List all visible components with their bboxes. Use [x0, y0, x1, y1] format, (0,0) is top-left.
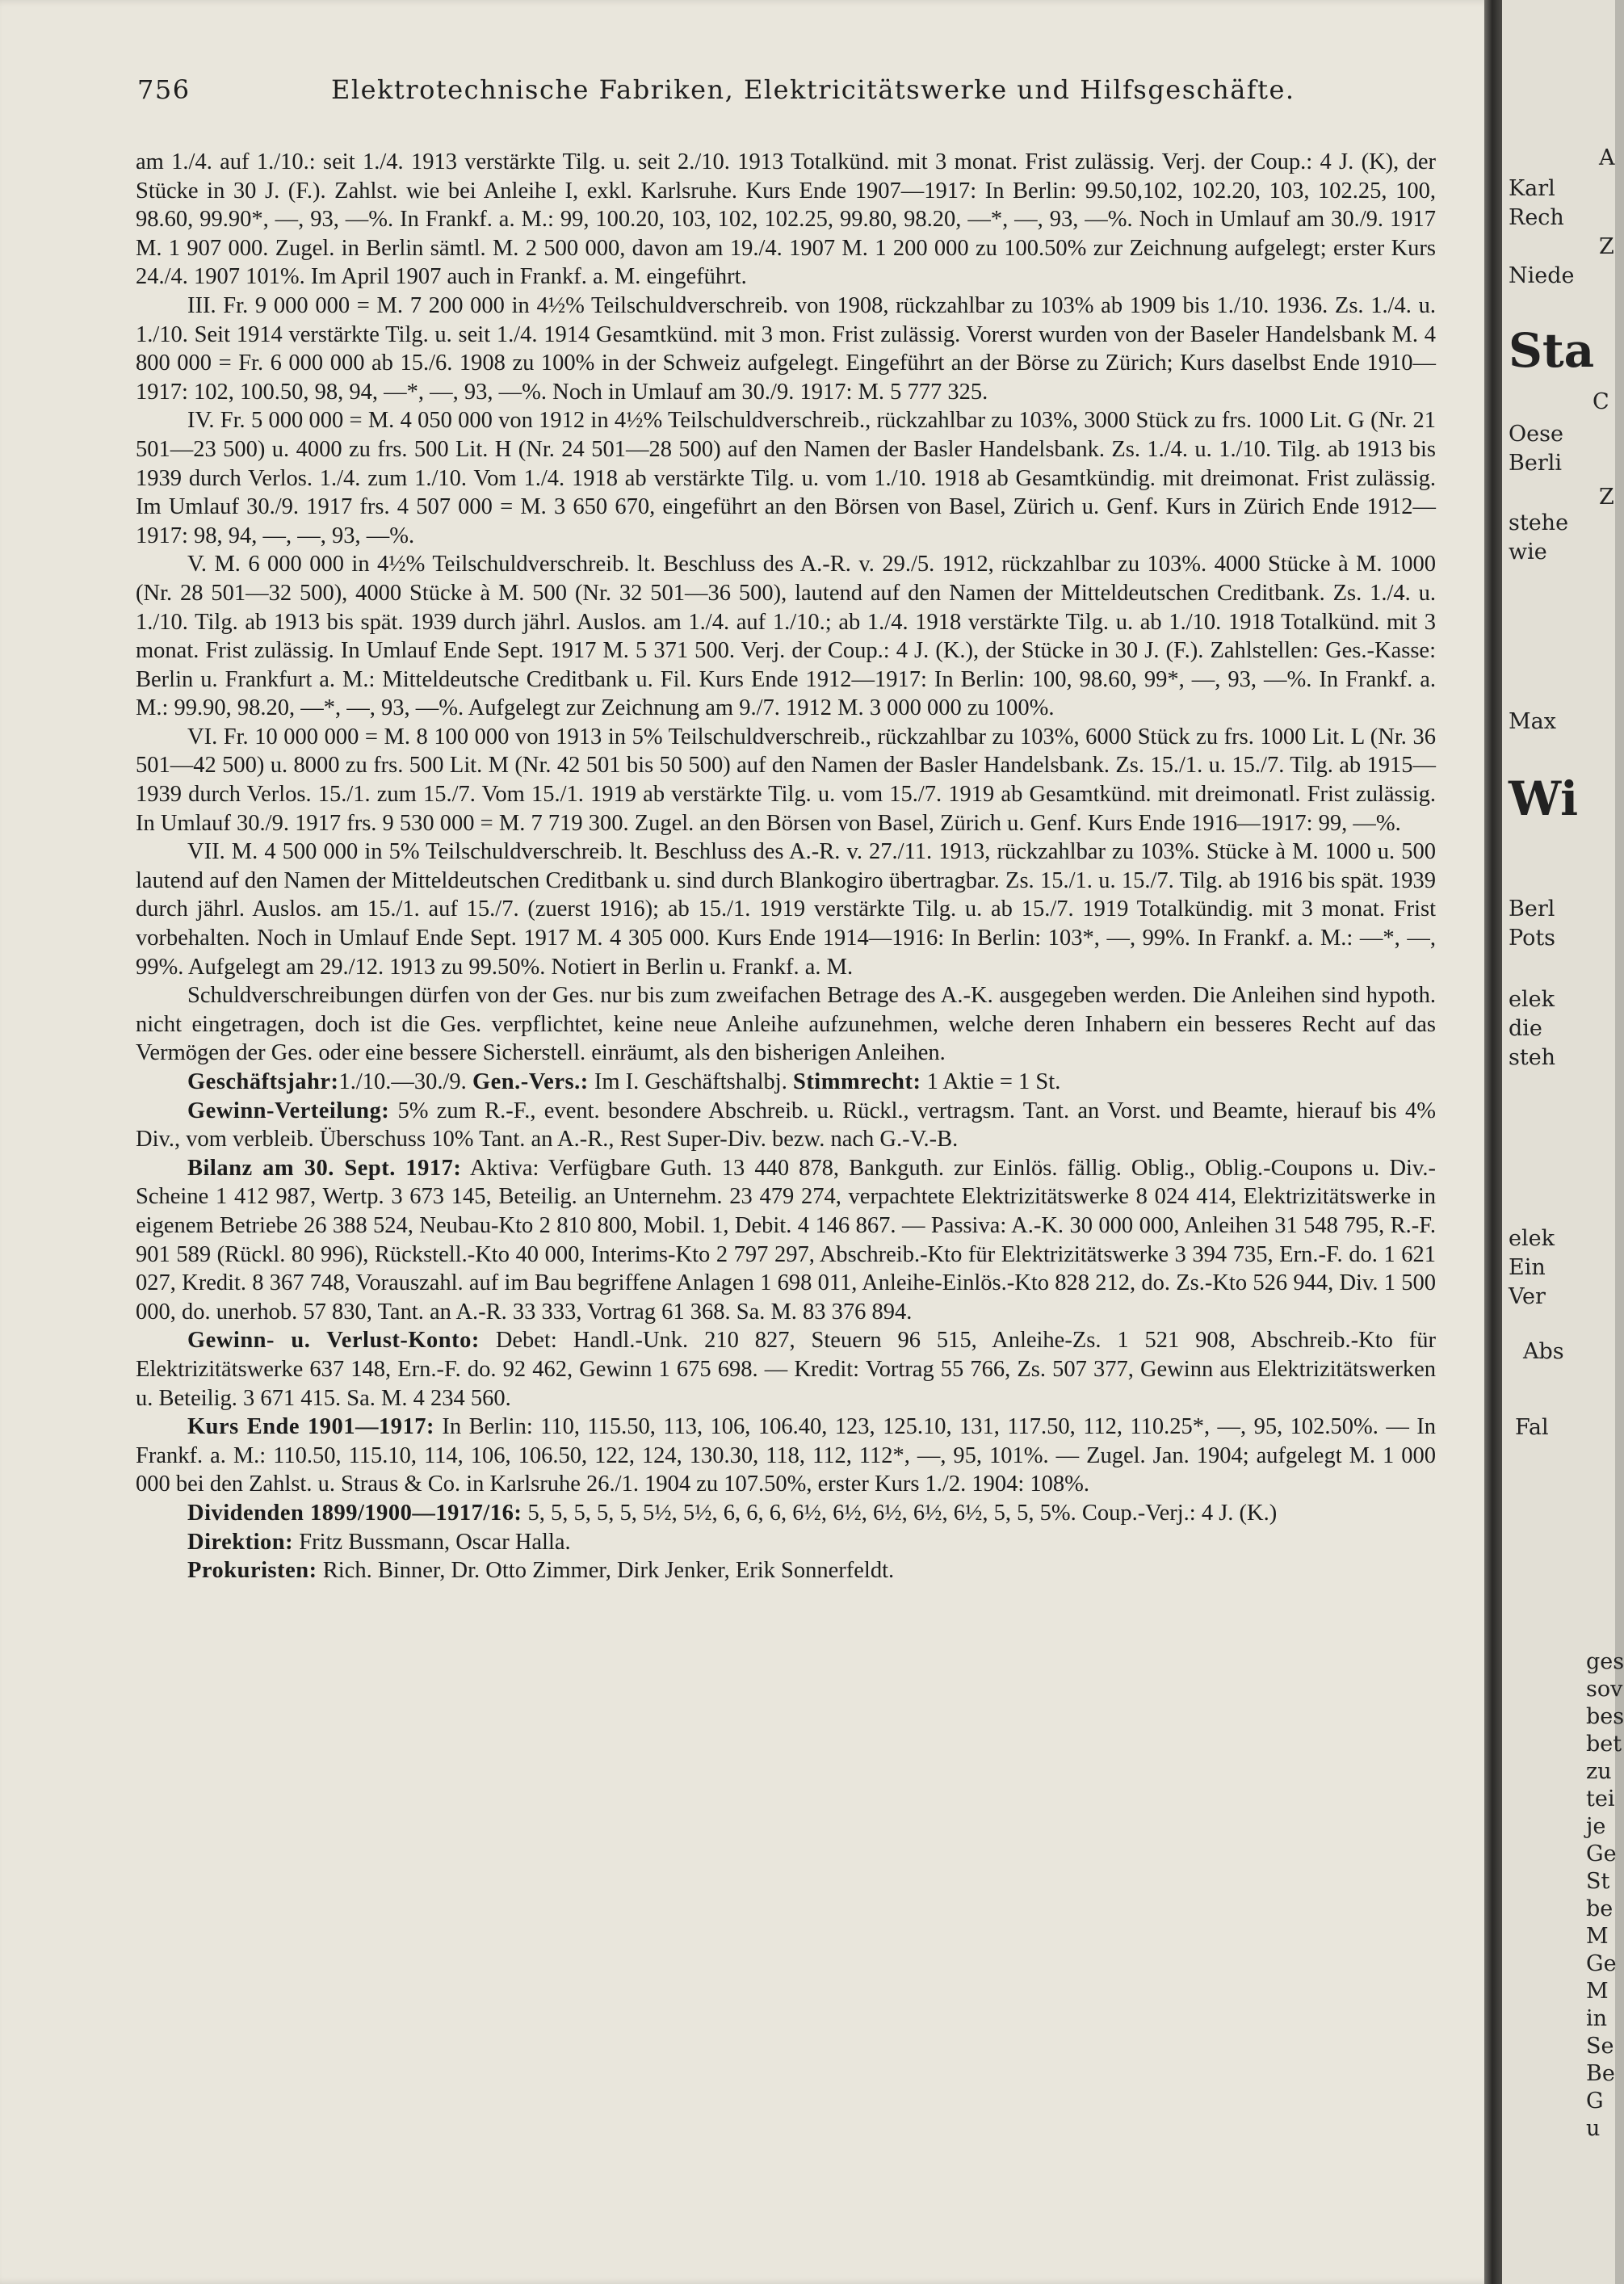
fragment-line: Oese	[1509, 422, 1563, 447]
book-gutter	[1484, 0, 1502, 2284]
fragment-line: Berli	[1509, 451, 1562, 476]
kurs-value: In Berlin: 110, 115.50, 113, 106, 106.40, 123, 125.10, 131, 117.50, 112, 110.25*, —, 95, 102.50%. — In Frankf. a. M.: 110.50, 115.10, 114, 106, 106.50, 122, 124, 130.30, 118, 112, 112*, —, 95, 101%. — Zugel. Jan. 1904; aufgelegt M. 1 000 000 bei den Zahlst. u. Straus & Co. in Karlsruhe 26./1. 1904 zu 107.50%, erster Kurs 1./2. 1904: 108%.	[136, 1414, 1437, 1497]
paragraph-prokuristen	[136, 1556, 1436, 1585]
fragment-line: A	[1599, 145, 1615, 170]
fragment-line: tei	[1586, 1786, 1615, 1812]
fragment-heading: Sta	[1509, 323, 1595, 378]
gewinn-verteilung-label: Gewinn-Verteilung:	[187, 1098, 390, 1123]
stimmrecht-value: 1 Aktie = 1 St.	[926, 1069, 1061, 1094]
fragment-line: wie	[1509, 540, 1547, 565]
kurs-label: Kurs Ende 1901—1917:	[187, 1414, 434, 1440]
fragment-line: Fal	[1515, 1415, 1549, 1440]
paragraph-schuldverschreibungen: Schuldverschreibungen dürfen von der Ges. nur bis zum zweifachen Betrage des A.-K. ausgegeben werden. Die Anleihen sind hypoth. nicht eingetragen, doch ist die Ges. verpflichtet, keine neue Anleihe aufzunehmen, welche deren Inhabern ein besseres Recht auf das Vermögen der Ges. oder eine bessere Sicherstell. einräumt, als den bisherigen Anleihen.	[136, 983, 1436, 1066]
direktion-value: Fritz Bussmann, Oscar Halla.	[299, 1529, 571, 1555]
paragraph-anleihe-ii: am 1./4. auf 1./10.: seit 1./4. 1913 verstärkte Tilg. u. seit 2./10. 1913 Totalkünd. mit 3 monat. Frist zulässig. Verj. der Coup.: 4 J. (K), der Stücke in 30 J. (F.). Zahlst. wie bei Anleihe I, exkl. Karlsruhe. Kurs Ende 1907—1917: In Berlin: 99.50,102, 102.20, 103, 102.25, 100, 98.60, 99.90*, —, 93, —%. In Frankf. a. M.: 99, 100.20, 103, 102, 102.25, 99.80, 98.20, —*, —, 93, —%. Noch in Umlauf am 30./9. 1917 M. 1 907 000. Zugel. in Berlin sämtl. M. 2 500 000, davon am 19./4. 1907 M. 1 200 000 zu 100.50% zur Zeichnung aufgelegt; erster Kurs 24./4. 1907 101%. Im April 1907 auch in Frankf. a. M. eingeführt.	[136, 149, 1436, 290]
gen-vers-value: Im I. Geschäftshalbj.	[594, 1069, 787, 1094]
page-title: Elektrotechnische Fabriken, Elektricitätswerke und Hilfsgeschäfte.	[331, 74, 1295, 105]
bilanz-value: Aktiva: Verfügbare Guth. 13 440 878, Bankguth. zur Einlös. fällig. Oblig., Oblig.-Coupons u. Div.-Scheine 1 412 987, Wertp. 3 673 145, Beteilig. an Unternehm. 23 479 274, verpachtete Elektrizitätswerke 8 024 414, Elektrizitätswerke in eigenem Betriebe 26 388 524, Neubau-Kto 2 810 800, Mobil. 1, Debit. 4 146 867. — Passiva: A.-K. 30 000 000, Anleihen 31 548 795, R.-F. 901 589 (Rückl. 80 996), Rückstell.-Kto 40 000, Interims-Kto 2 797 297, Abschreib.-Kto für Elektrizitätswerke 3 394 735, Ern.-F. do. 1 621 027, Kredit. 8 367 748, Vorauszahl. auf im Bau begriffene Anlagen 1 698 011, Anleihe-Einlös.-Kto 828 212, do. Zs.-Kto 526 944, Div. 1 500 000, do. unerhob. 57 830, Tant. an A.-R. 33 333, Vortrag 61 368. Sa. M. 83 376 894.	[136, 1155, 1436, 1325]
paragraph-direktion	[136, 1528, 1436, 1557]
fragment-line: Be	[1586, 2061, 1615, 2086]
fragment-line: G	[1586, 2089, 1604, 2114]
fragment-line: Niede	[1509, 263, 1575, 288]
fragment-line: Ge	[1586, 1951, 1617, 1976]
paragraph-gewinn-verlust	[136, 1326, 1436, 1413]
geschaeftsjahr-label: Geschäftsjahr:	[187, 1069, 339, 1094]
fragment-line: Abs	[1523, 1339, 1564, 1364]
geschaeftsjahr-value: 1./10.—30./9.	[338, 1069, 467, 1094]
fragment-line: Max	[1509, 709, 1556, 734]
page-number: 756	[137, 74, 191, 105]
gewinn-verlust-value: Debet: Handl.-Unk. 210 827, Steuern 96 515, Anleihe-Zs. 1 521 908, Abschreib.-Kto für Elektrizitätswerke 637 148, Ern.-F. do. 92 462, Gewinn 1 675 698. — Kredit: Vortrag 55 766, Zs. 507 377, Gewinn aus Elektrizitätswerken u. Beteilig. 3 671 415. Sa. M. 4 234 560.	[136, 1328, 1437, 1411]
paragraph-bilanz	[136, 1154, 1436, 1327]
adjacent-page-fragment	[1502, 0, 1624, 2284]
fragment-line: Pots	[1509, 926, 1556, 951]
fragment-line: Se	[1586, 2034, 1614, 2059]
fragment-line: bes	[1586, 1704, 1624, 1729]
stimmrecht-label: Stimmrecht:	[792, 1069, 921, 1094]
fragment-line: elek	[1509, 1226, 1555, 1251]
prokuristen-value: Rich. Binner, Dr. Otto Zimmer, Dirk Jenker, Erik Sonnerfeldt.	[322, 1558, 895, 1584]
fragment-line: ges	[1586, 1649, 1624, 1674]
fragment-line: Ge	[1586, 1841, 1617, 1866]
fragment-line: Ver	[1509, 1284, 1546, 1309]
fragment-line: steh	[1509, 1045, 1556, 1070]
gen-vers-label: Gen.-Vers.:	[472, 1069, 589, 1094]
paragraph-anleihe-iii: III. Fr. 9 000 000 = M. 7 200 000 in 4½% Teilschuldverschreib. von 1908, rückzahlbar zu 103% ab 1909 bis 1./10. 1936. Zs. 1./4. u. 1./10. Seit 1914 verstärkte Tilg. u. seit 1./4. 1914 Gesamtkünd. mit 3 mon. Frist zulässig. Vorerst wurden von der Baseler Handelsbank M. 4 800 000 = Fr. 6 000 000 ab 15./6. 1908 zu 100% in der Schweiz aufgelegt. Eingeführt an der Börse zu Zürich; Kurs daselbst Ende 1910—1917: 102, 100.50, 98, 94, —*, —, 93, —%. Noch in Umlauf am 30./9. 1917: M. 5 777 325.	[136, 292, 1436, 405]
gewinn-verlust-label: Gewinn- u. Verlust-Konto:	[187, 1328, 480, 1354]
fragment-line: M	[1586, 1924, 1609, 1949]
fragment-line: Karl	[1509, 176, 1555, 201]
main-text	[136, 148, 1436, 1585]
bilanz-label: Bilanz am 30. Sept. 1917:	[187, 1155, 462, 1181]
fragment-line: Ein	[1509, 1255, 1546, 1280]
fragment-line: Z	[1599, 234, 1614, 259]
direktion-label: Direktion:	[187, 1529, 294, 1555]
fragment-line: be	[1586, 1896, 1614, 1921]
dividenden-value: 5, 5, 5, 5, 5, 5½, 5½, 6, 6, 6, 6½, 6½, 6½, 6½, 6½, 5, 5, 5%. Coup.-Verj.: 4 J. (K.)	[527, 1500, 1278, 1526]
paragraph-gewinn-verteilung	[136, 1097, 1436, 1154]
fragment-line: sov	[1586, 1677, 1623, 1702]
fragment-line: zu	[1586, 1759, 1612, 1784]
paragraph-anleihe-v: V. M. 6 000 000 in 4½% Teilschuldverschreib. lt. Beschluss des A.-R. v. 29./5. 1912, rückzahlbar zu 103%. 4000 Stücke à M. 1000 (Nr. 28 501—32 500), 4000 Stücke à M. 500 (Nr. 32 501—36 500), lautend auf den Namen der Mitteldeutschen Creditbank. Zs. 1./4. u. 1./10. Tilg. ab 1913 bis spät. 1939 durch jährl. Auslos. am 1./4. auf 1./10.; ab 1./4. 1918 verstärkte Tilg. u. ab 1./10. 1918 Totalkünd. mit 3 monat. Frist zulässig. In Umlauf Ende Sept. 1917 M. 5 371 500. Verj. der Coup.: 4 J. (K.), der Stücke in 30 J. (F.). Zahlstellen: Ges.-Kasse: Berlin u. Frankfurt a. M.: Mitteldeutsche Creditbank u. Fil. Kurs Ende 1912—1917: In Berlin: 100, 98.60, 99*, —, 93, —%. In Frankf. a. M.: 99.90, 98.20, —*, —, 93, —%. Aufgelegt zur Zeichnung am 9./7. 1912 M. 3 000 000 zu 100%.	[136, 552, 1436, 721]
dividenden-label: Dividenden 1899/1900—1917/16:	[187, 1500, 522, 1526]
fragment-line: elek	[1509, 987, 1555, 1012]
paragraph-kurs	[136, 1413, 1436, 1499]
fragment-line: M	[1586, 1979, 1609, 2004]
paragraph-anleihe-iv: IV. Fr. 5 000 000 = M. 4 050 000 von 1912 in 4½% Teilschuldverschreib., rückzahlbar zu 103%, 3000 Stück zu frs. 1000 Lit. G (Nr. 21 501—23 500) u. 4000 zu frs. 500 Lit. H (Nr. 24 501—28 500) auf den Namen der Basler Handelsbank. Zs. 1./4. u. 1./10. Tilg. ab 1913 bis 1939 durch Verlos. 1./4. zum 1./10. Vom 1./4. 1918 ab verstärkte Tilg. u. vom 1./10. 1918 ab Gesamtkündig. mit dreimonat. Frist zulässig. Im Umlauf 30./9. 1917 frs. 4 507 000 = M. 3 650 670, eingeführt an den Börsen von Basel, Zürich u. Genf. Kurs in Zürich Ende 1912—1917: 98, 94, —, —, 93, —%.	[136, 408, 1436, 548]
fragment-line: stehe	[1509, 510, 1569, 535]
fragment-line: u	[1586, 2116, 1601, 2141]
gewinn-verteilung-value: 5% zum R.-F., event. besondere Abschreib. u. Rückl., vertragsm. Tant. an Vorst. und Beamte, hierauf bis 4% Div., vom verbleib. Überschuss 10% Tant. an A.-R., Rest Super-Div. bezw. nach G.-V.-B.	[136, 1098, 1437, 1152]
fragment-line: die	[1509, 1016, 1542, 1041]
fragment-line: C	[1593, 389, 1609, 414]
fragment-heading: Wi	[1509, 771, 1579, 826]
fragment-line: Rech	[1509, 205, 1564, 230]
fragment-line: je	[1586, 1814, 1606, 1839]
paragraph-anleihe-vi: VI. Fr. 10 000 000 = M. 8 100 000 von 1913 in 5% Teilschuldverschreib., rückzahlbar zu 103%, 6000 Stück zu frs. 1000 Lit. L (Nr. 36 501—42 500) u. 8000 zu frs. 500 Lit. M (Nr. 42 501 bis 50 500) auf den Namen der Basler Handelsbank. Zs. 15./1. u. 15./7. Tilg. ab 1915—1939 durch Verlos. 15./1. zum 15./7. Vom 15./1. 1919 ab verstärkte Tilg. u. vom 15./7. 1919 ab Gesamtkünd. mit dreimonatl. Frist zulässig. In Umlauf 30./9. 1917 frs. 9 530 000 = M. 7 719 300. Zugel. an den Börsen von Basel, Zürich u. Genf. Kurs Ende 1916—1917: 99, —%.	[136, 724, 1436, 836]
fragment-line: Z	[1599, 485, 1614, 510]
fragment-line: in	[1586, 2006, 1608, 2031]
paragraph-dividenden	[136, 1499, 1436, 1528]
fragment-line: Berl	[1509, 896, 1555, 922]
fragment-line: St	[1586, 1869, 1610, 1894]
prokuristen-label: Prokuristen:	[187, 1558, 317, 1584]
paragraph-anleihe-vii: VII. M. 4 500 000 in 5% Teilschuldverschreib. lt. Beschluss des A.-R. v. 27./11. 1913, rückzahlbar zu 103%. Stücke à M. 1000 u. 500 lautend auf den Namen der Mitteldeutschen Creditbank u. sind durch Blankogiro übertragbar. Zs. 15./1. u. 15./7. Tilg. ab 1916 bis spät. 1939 durch jährl. Auslos. am 15./1. auf 15./7. (zuerst 1916); ab 15./1. 1919 verstärkte Tilg. u. ab 15./7. 1919 Totalkündig. mit 3 monat. Frist vorbehalten. Noch in Umlauf Ende Sept. 1917 M. 4 305 000. Kurs Ende 1914—1916: In Berlin: 103*, —, 99%. In Frankf. a. M.: —*, —, 99%. Aufgelegt am 29./12. 1913 zu 99.50%. Notiert in Berlin u. Frankf. a. M.	[136, 839, 1436, 980]
fragment-line: bet	[1586, 1732, 1622, 1757]
paragraph-geschaeftsjahr	[136, 1068, 1436, 1097]
